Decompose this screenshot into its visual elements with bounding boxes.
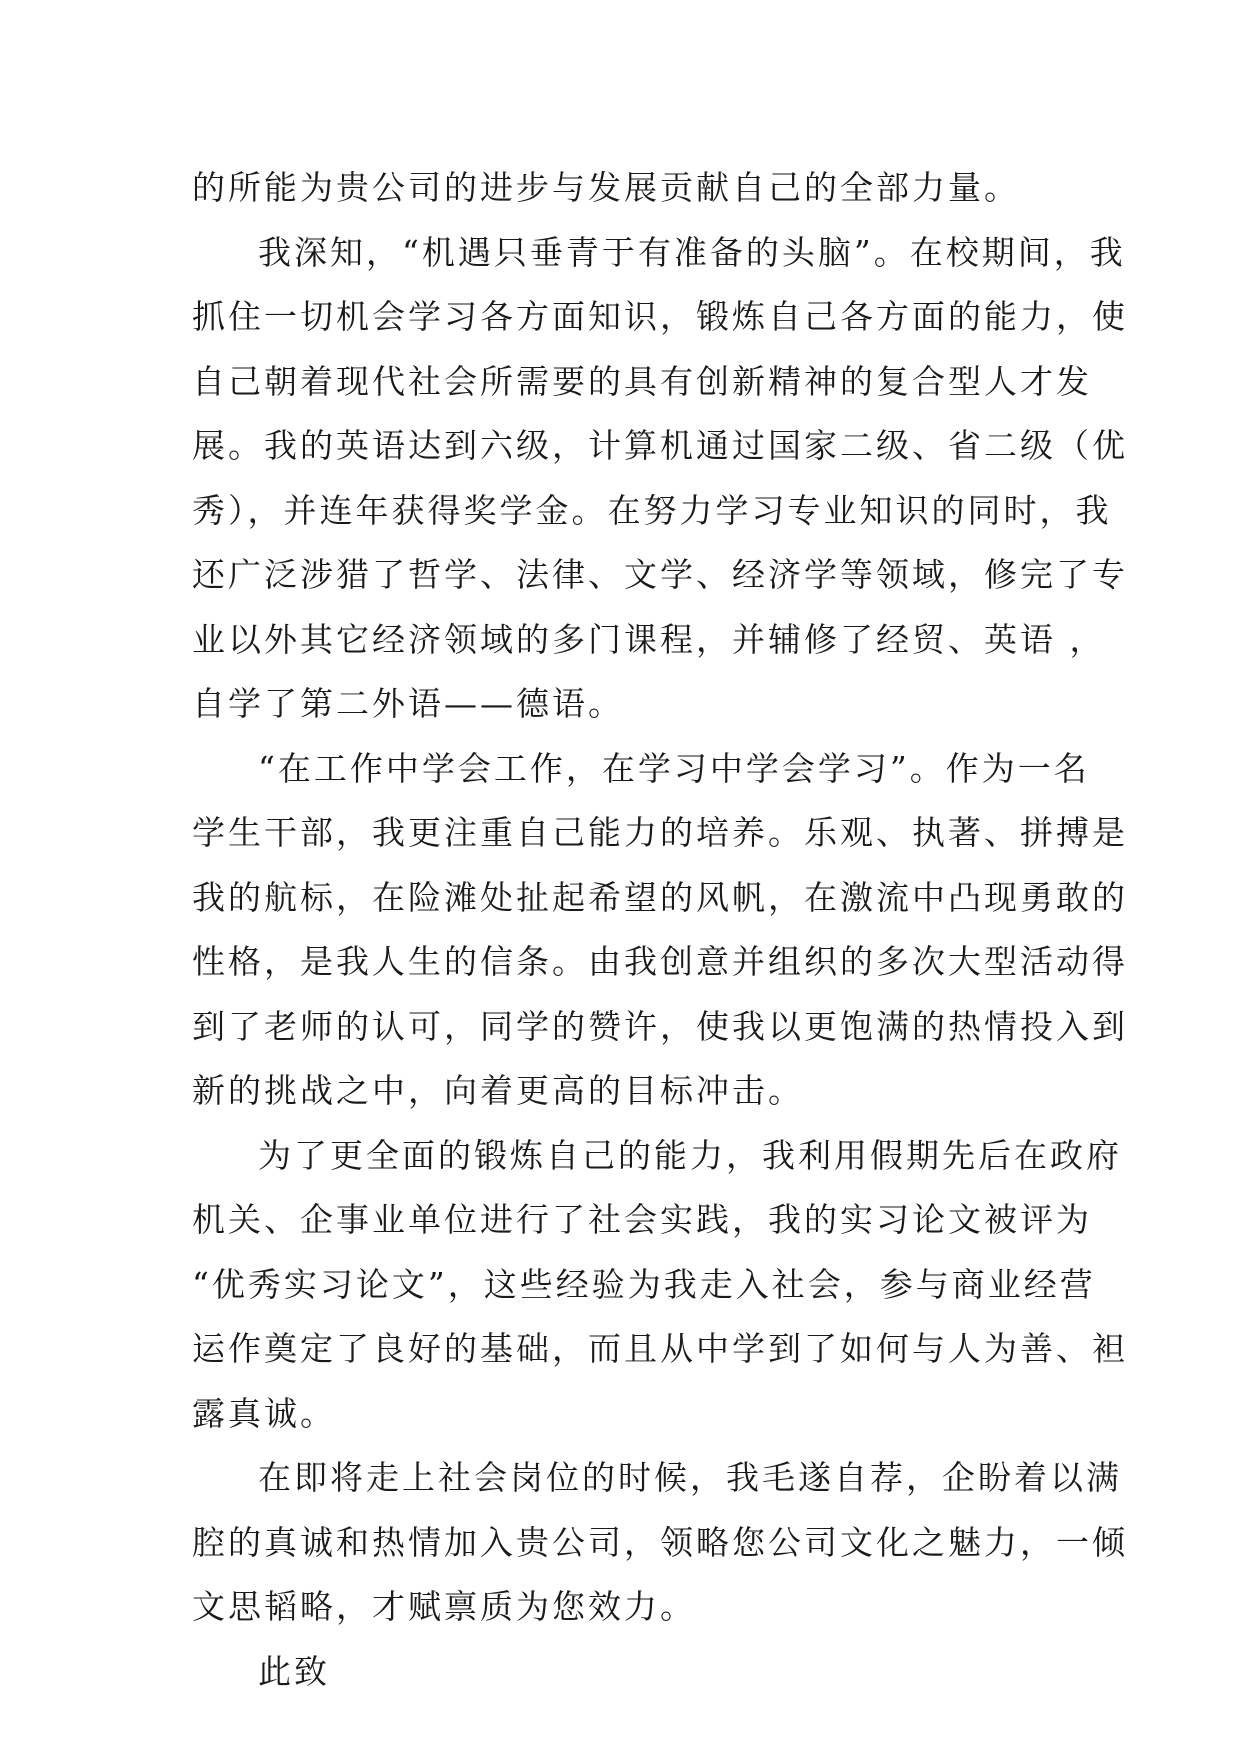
text-line: 还广泛涉猎了哲学、法律、文学、经济学等领域，修完了专 [192,555,1128,594]
paragraph-practice [192,1124,1128,1447]
text-line: 文思韬略，才赋禀质为您效力。 [192,1587,696,1626]
text-line: 我的航标，在险滩处扯起希望的风帆，在激流中凸现勇敢的 [192,877,1128,917]
text-line: 自学了第二外语——德语。 [192,684,624,723]
text-line: 秀），并连年获得奖学金。在努力学习专业知识的同时，我 [192,490,1112,530]
text-line: 学生干部，我更注重自己能力的培养。乐观、执著、拼搏是 [192,813,1128,852]
text-line: “优秀实习论文”，这些经验为我走入社会，参与商业经营 [192,1264,1096,1304]
paragraph-continuation [192,156,1052,221]
text-line: “在工作中学会工作，在学习中学会学习”。作为一名 [258,748,1090,788]
letter-body [192,156,1128,1704]
text-line: 在即将走上社会岗位的时候，我毛遂自荐，企盼着以满 [258,1458,1122,1497]
text-line: 机关、企事业单位进行了社会实践，我的实习论文被评为 [192,1200,1092,1239]
text-line: 自己朝着现代社会所需要的具有创新精神的复合型人才发 [192,361,1092,401]
text-line: 新的挑战之中，向着更高的目标冲击。 [192,1071,804,1110]
text-line: 为了更全面的锻炼自己的能力，我利用假期先后在政府 [258,1135,1122,1175]
closing-salutation: 此致 [258,1651,330,1691]
paragraph-self-recommendation [192,1446,1128,1640]
text-line: 到了老师的认可，同学的赞许，使我以更饱满的热情投入到 [192,1006,1128,1046]
text-line: 抓住一切机会学习各方面知识，锻炼自己各方面的能力，使 [192,297,1128,336]
text-line: 露真诚。 [192,1393,336,1433]
text-line: 性格，是我人生的信条。由我创意并组织的多次大型活动得 [192,942,1128,981]
text-line: 腔的真诚和热情加入贵公司，领略您公司文化之魅力，一倾 [192,1522,1128,1562]
text-line: 我深知，“机遇只垂青于有准备的头脑”。在校期间，我 [258,232,1126,272]
text-line: 运作奠定了良好的基础，而且从中学到了如何与人为善、袒 [192,1329,1128,1368]
paragraph-leadership [192,737,1128,1124]
text-line: 展。我的英语达到六级，计算机通过国家二级、省二级（优 [192,426,1128,465]
text-line: 的所能为贵公司的进步与发展贡献自己的全部力量。 [192,168,1020,207]
paragraph-education [192,221,1128,737]
text-line: 业以外其它经济领域的多门课程，并辅修了经贸、英语 ， [192,619,1106,659]
